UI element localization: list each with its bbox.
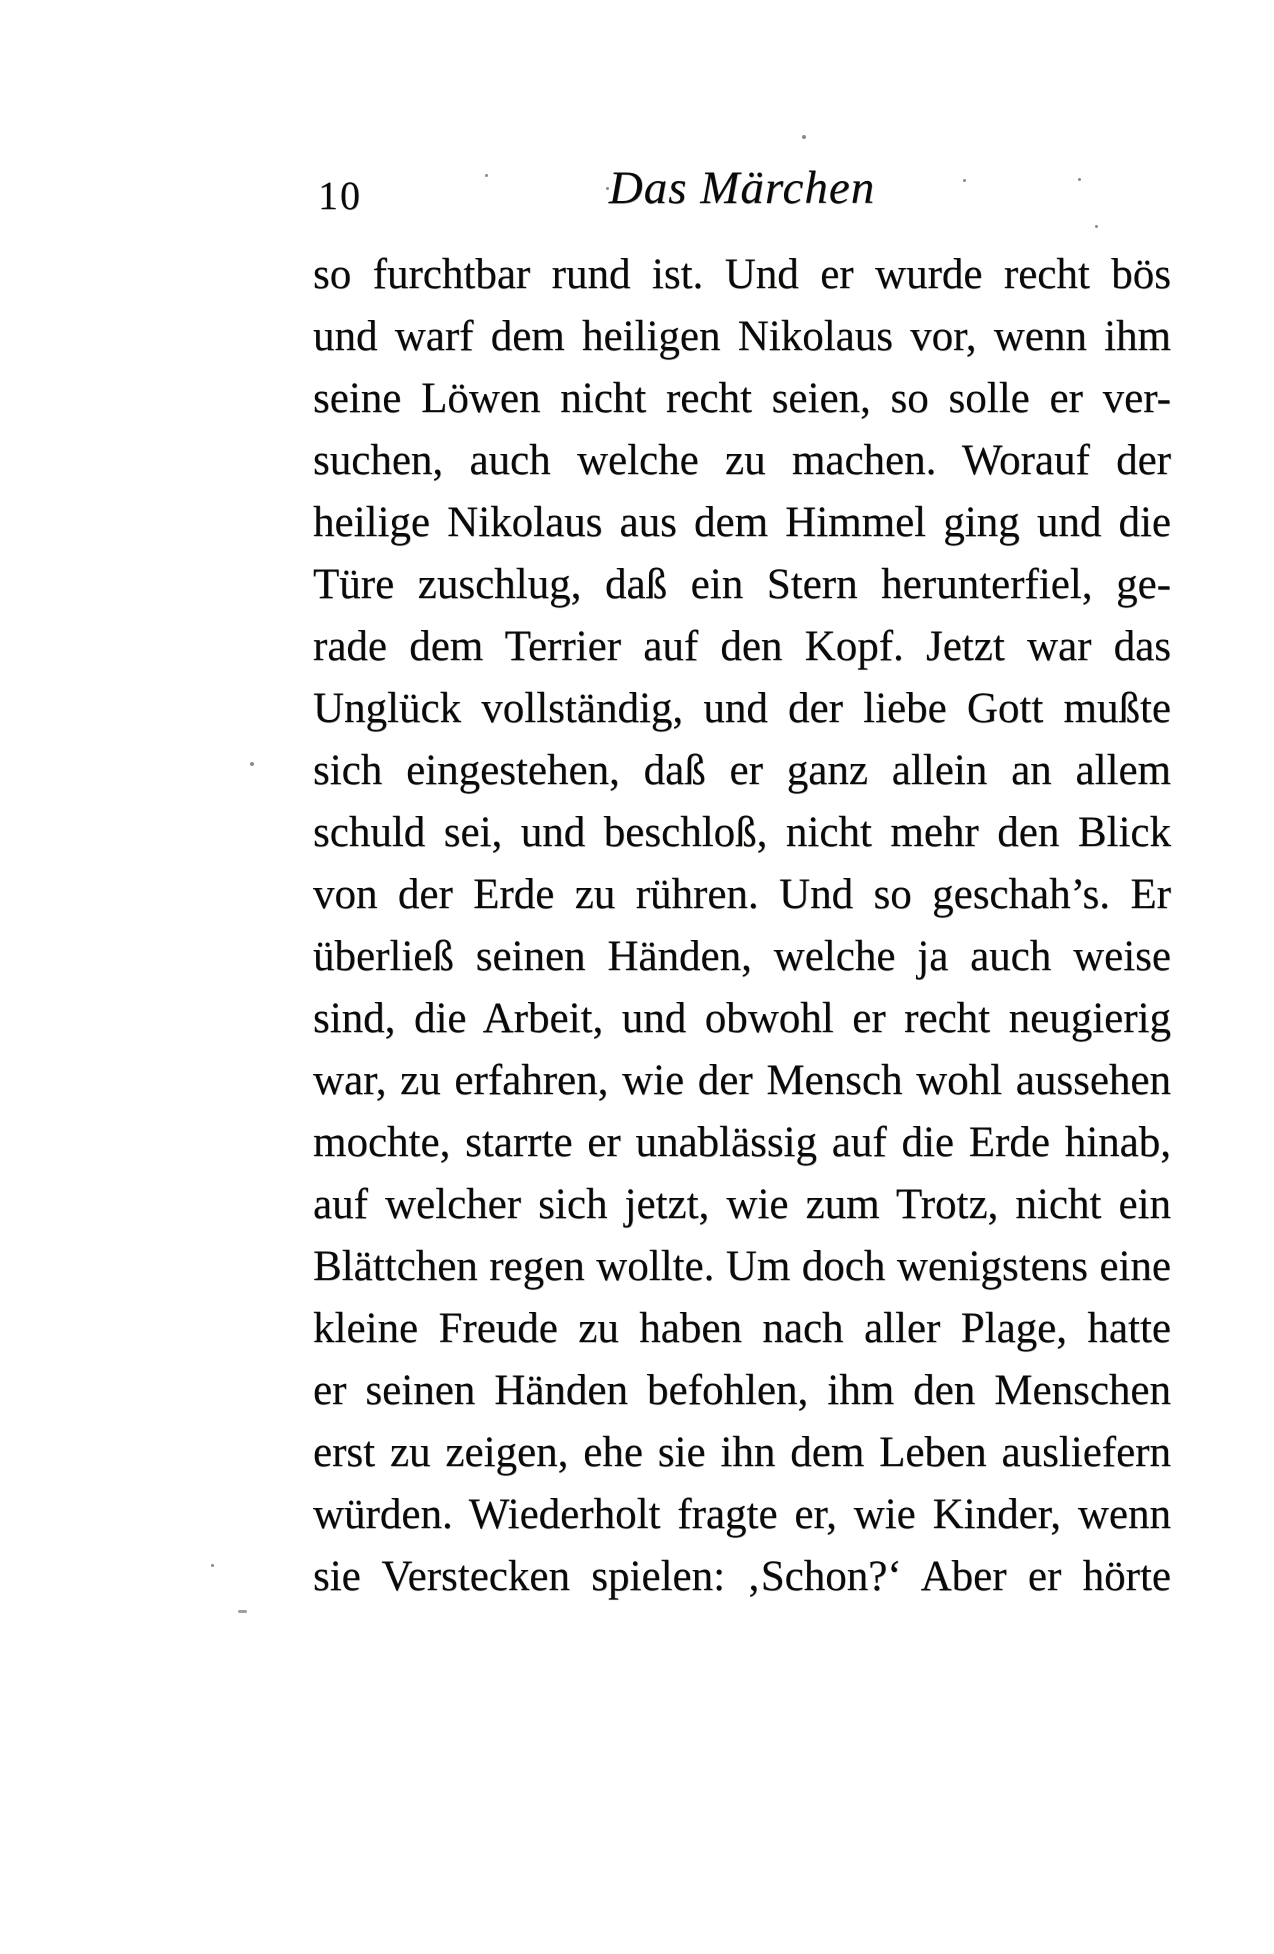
scan-speck [1095, 225, 1098, 228]
text-line: auf welcher sich jetzt, wie zum Trotz, nicht ein [313, 1181, 1171, 1228]
text-line: und warf dem heiligen Nikolaus vor, wenn ihm [313, 313, 1171, 360]
scan-speck [1078, 178, 1081, 181]
text-line: er seinen Händen befohlen, ihm den Menschen [313, 1367, 1171, 1414]
scan-speck [963, 179, 966, 182]
text-line: würden. Wiederholt fragte er, wie Kinder, wenn [313, 1491, 1171, 1538]
text-line: suchen, auch welche zu machen. Worauf der [313, 437, 1171, 484]
scan-speck [485, 174, 488, 177]
text-line: rade dem Terrier auf den Kopf. Jetzt war das [313, 623, 1171, 670]
text-line: mochte, starrte er unablässig auf die Erde hinab, [313, 1119, 1171, 1166]
page-number: 10 [318, 173, 362, 218]
text-line: von der Erde zu rühren. Und so geschah’s. Er [313, 871, 1171, 918]
scan-speck [250, 762, 254, 766]
scan-speck [606, 187, 609, 190]
body-text [313, 244, 1171, 1608]
text-line: schuld sei, und beschloß, nicht mehr den Blick [313, 809, 1171, 856]
text-line: Blättchen regen wollte. Um doch wenigstens eine [313, 1243, 1171, 1290]
text-line: kleine Freude zu haben nach aller Plage, hatte [313, 1305, 1171, 1352]
text-line: Türe zuschlug, daß ein Stern herunterfiel, ge- [313, 561, 1171, 608]
text-line: so furchtbar rund ist. Und er wurde recht bös [313, 251, 1171, 298]
scan-speck [802, 135, 806, 139]
running-title: Das Märchen [608, 162, 876, 214]
scan-speck [211, 1564, 214, 1567]
text-line: heilige Nikolaus aus dem Himmel ging und die [313, 499, 1171, 546]
text-line: erst zu zeigen, ehe sie ihn dem Leben ausliefern [313, 1429, 1171, 1476]
text-line: sie Verstecken spielen: ‚Schon?‘ Aber er hörte [313, 1553, 1171, 1600]
text-line: seine Löwen nicht recht seien, so solle er ver- [313, 375, 1171, 422]
text-line: Unglück vollständig, und der liebe Gott mußte [313, 685, 1171, 732]
text-line: war, zu erfahren, wie der Mensch wohl aussehen [313, 1057, 1171, 1104]
scan-speck [238, 1610, 247, 1613]
text-line: sich eingestehen, daß er ganz allein an allem [313, 747, 1171, 794]
text-line: überließ seinen Händen, welche ja auch weise [313, 933, 1171, 980]
text-line: sind, die Arbeit, und obwohl er recht neugierig [313, 995, 1171, 1042]
